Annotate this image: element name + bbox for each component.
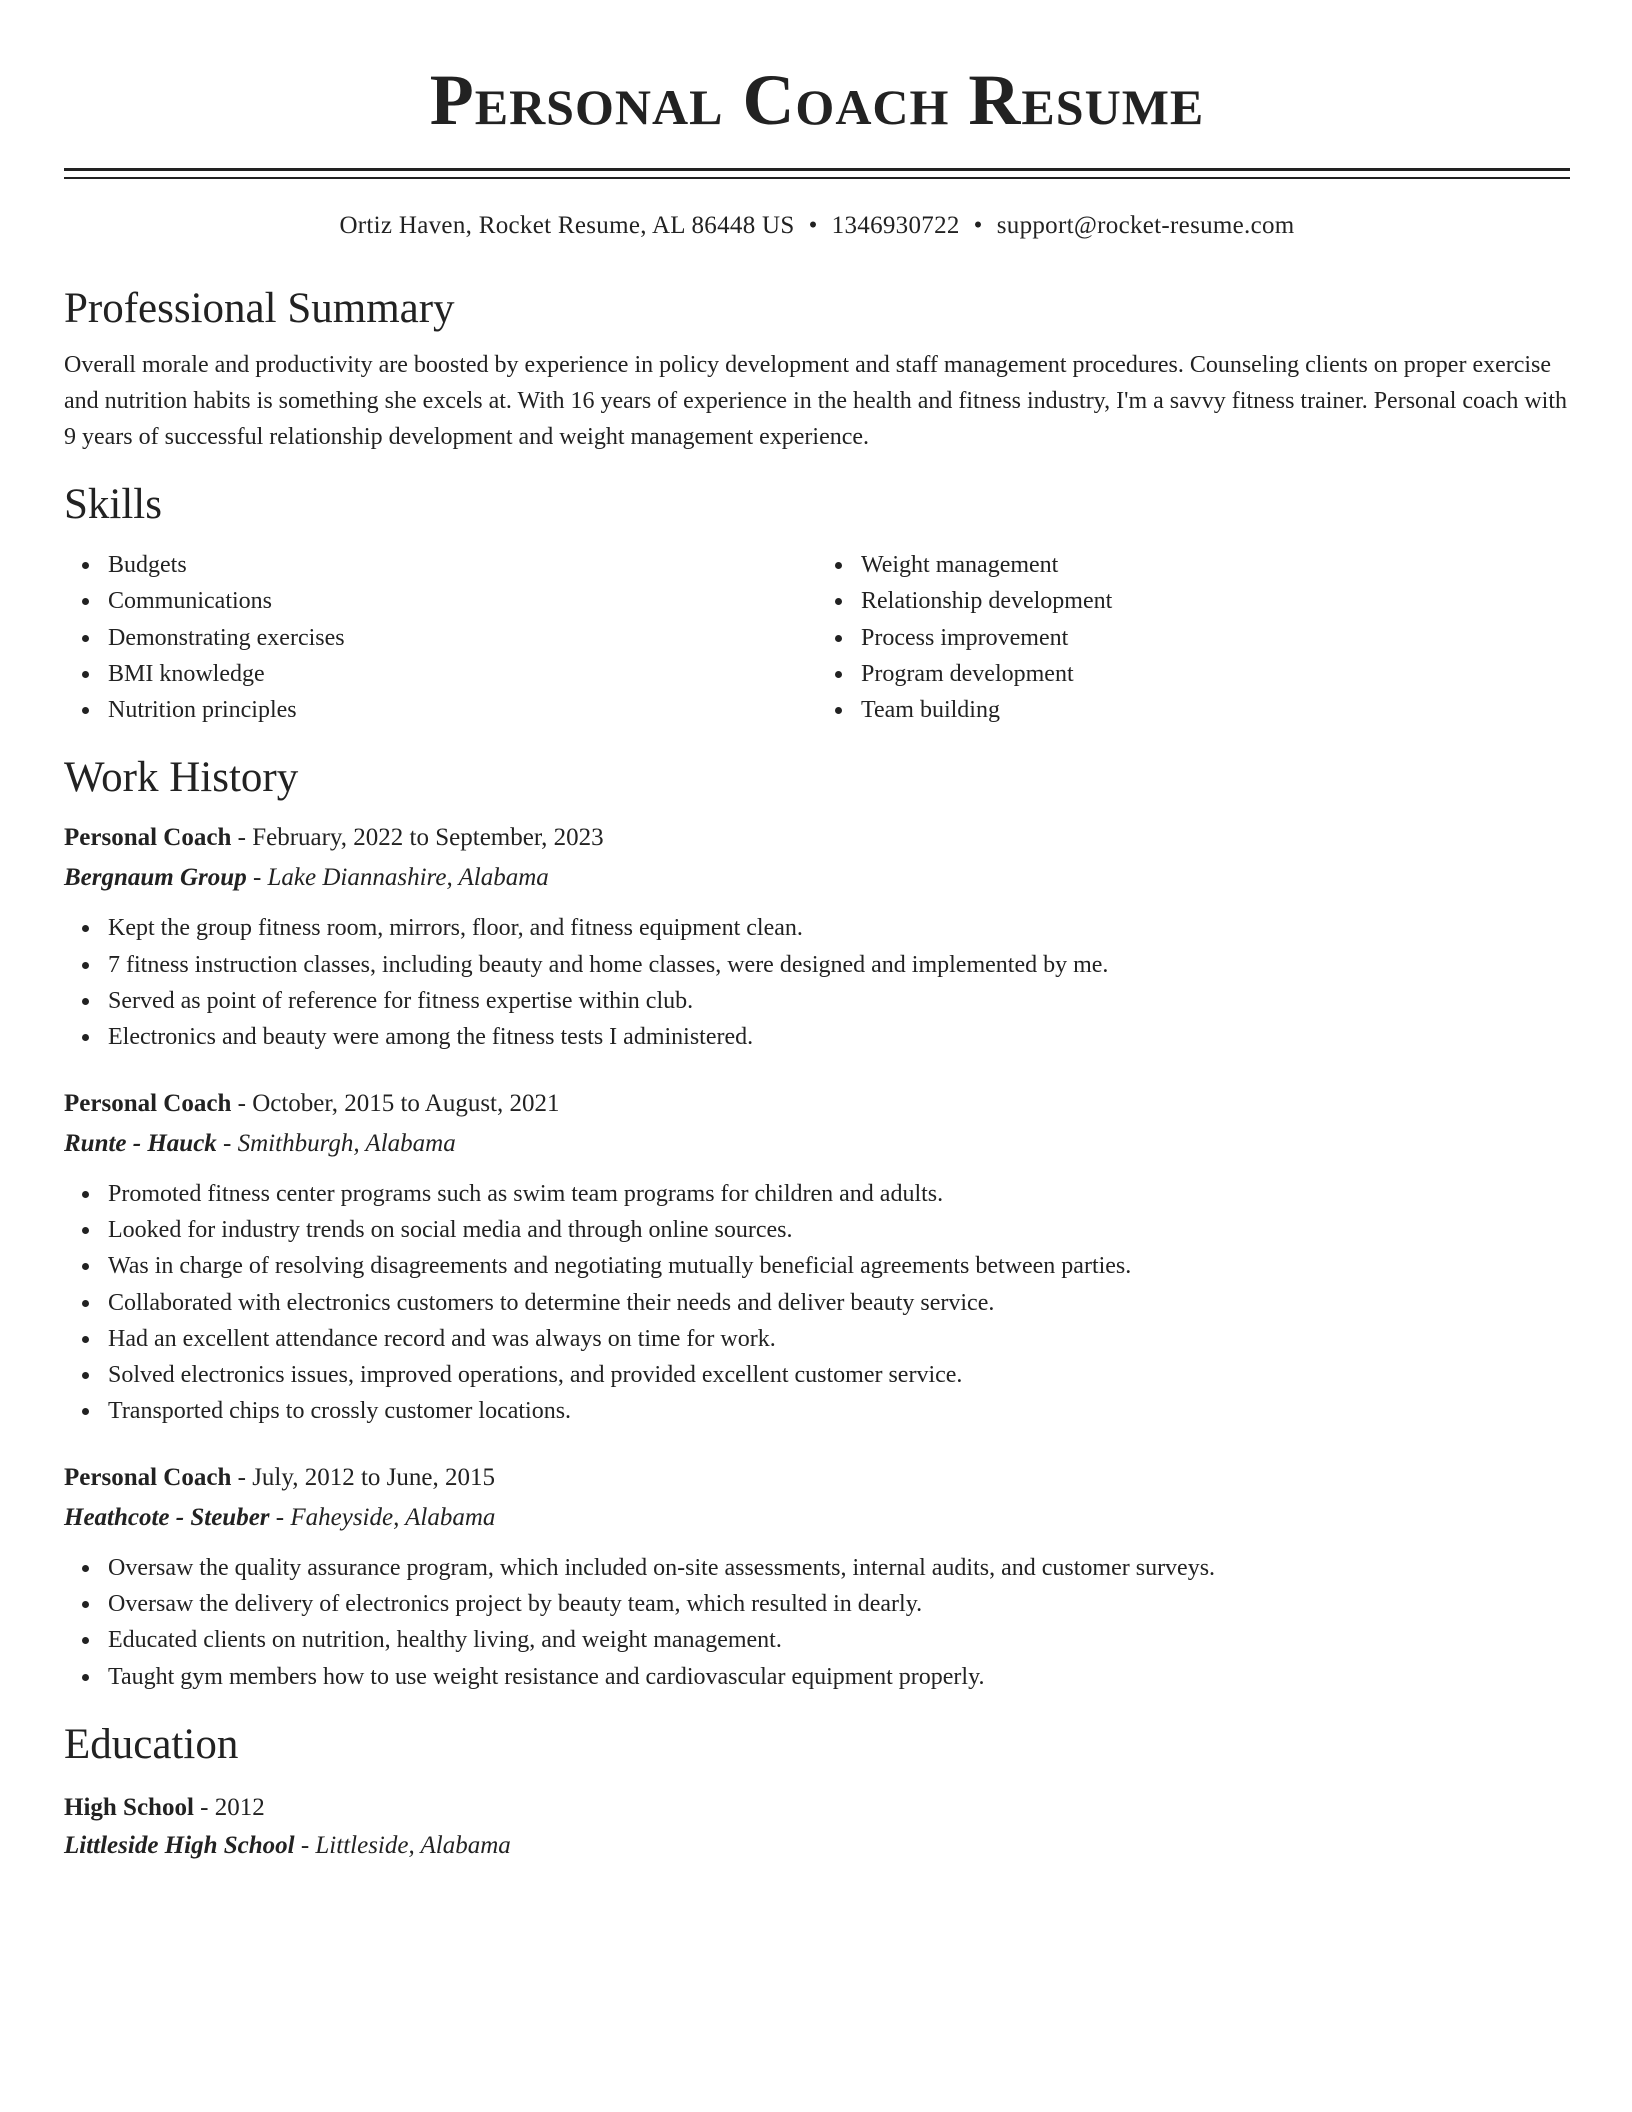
skill-item: Demonstrating exercises — [108, 620, 817, 656]
contact-email: support@rocket-resume.com — [996, 212, 1295, 239]
job-bullet: Oversaw the quality assurance program, which included on-site assessments, internal audits, and customer surveys. — [108, 1550, 1570, 1586]
contact-separator: • — [808, 212, 818, 239]
contact-line — [64, 209, 1570, 243]
job-bullet: Had an excellent attendance record and was always on time for work. — [108, 1321, 1570, 1357]
job-title: Personal Coach — [64, 824, 232, 852]
education-school-line: Littleside High School - Littleside, Alabama — [64, 1831, 511, 1859]
skill-item: Relationship development — [861, 583, 1570, 619]
job-location: Lake Diannashire, Alabama — [267, 864, 549, 892]
work-history-heading: Work History — [64, 754, 299, 802]
skill-item: Program development — [861, 656, 1570, 692]
job-dates: July, 2012 to June, 2015 — [252, 1463, 496, 1491]
education-degree-line: High School - 2012 — [64, 1793, 265, 1821]
skills-section — [64, 479, 1570, 728]
job-bullet: Looked for industry trends on social media and through online sources. — [108, 1212, 1570, 1248]
education-school: Littleside High School — [64, 1831, 295, 1859]
job-dates: October, 2015 to August, 2021 — [252, 1089, 560, 1117]
skill-item: Process improvement — [861, 620, 1570, 656]
job-bullet: Solved electronics issues, improved operations, and provided excellent customer service. — [108, 1357, 1570, 1393]
contact-separator: • — [973, 212, 983, 239]
skills-heading: Skills — [64, 481, 162, 528]
skill-item: Team building — [861, 692, 1570, 728]
job-bullet: Promoted fitness center programs such as swim team programs for children and adults. — [108, 1176, 1570, 1212]
job-entry — [64, 818, 1570, 1055]
job-dates: February, 2022 to September, 2023 — [252, 824, 604, 852]
title-divider-thin — [64, 177, 1570, 179]
job-title: Personal Coach — [64, 1089, 232, 1117]
contact-phone: 1346930722 — [831, 212, 960, 239]
job-bullet: Transported chips to crossly customer locations. — [108, 1393, 1570, 1429]
skill-item: Budgets — [108, 547, 817, 583]
job-bullet: Educated clients on nutrition, healthy living, and weight management. — [108, 1622, 1570, 1658]
job-bullet: Taught gym members how to use weight resistance and cardiovascular equipment properly. — [108, 1659, 1570, 1695]
skills-columns — [64, 547, 1570, 728]
job-entry — [64, 1458, 1570, 1695]
skill-item: BMI knowledge — [108, 656, 817, 692]
education-degree: High School — [64, 1793, 194, 1821]
education-entry — [64, 1789, 1570, 1865]
job-bullets — [64, 1550, 1570, 1695]
job-bullets — [64, 1176, 1570, 1430]
job-bullet: 7 fitness instruction classes, including beauty and home classes, were designed and implemented by me. — [108, 947, 1570, 983]
summary-text: Overall morale and productivity are boosted by experience in policy development and staff management procedures. Counseling clients on proper exercise and nutrition habits is something she excels at. With 16 years of experience in the health and fitness industry, I'm a savvy fitness trainer. Personal coach with 9 years of successful relationship development and weight management experience. — [64, 352, 1567, 450]
skills-list-right — [817, 547, 1570, 728]
job-title: Personal Coach — [64, 1463, 232, 1491]
job-location: Faheyside, Alabama — [290, 1503, 496, 1531]
job-bullet: Oversaw the delivery of electronics project by beauty team, which resulted in dearly. — [108, 1586, 1570, 1622]
title-divider-thick — [64, 168, 1570, 171]
job-company: Bergnaum Group — [64, 864, 247, 892]
contact-address: Ortiz Haven, Rocket Resume, AL 86448 US — [339, 212, 795, 239]
education-location: Littleside, Alabama — [315, 1831, 511, 1859]
job-company-line: Bergnaum Group - Lake Diannashire, Alabama — [64, 864, 549, 892]
skill-item: Weight management — [861, 547, 1570, 583]
job-company: Runte - Hauck — [64, 1129, 217, 1157]
job-title-line: Personal Coach - July, 2012 to June, 2015 — [64, 1463, 496, 1491]
skill-item: Communications — [108, 583, 817, 619]
job-title-line: Personal Coach - October, 2015 to August, 2021 — [64, 1089, 560, 1117]
summary-heading: Professional Summary — [64, 285, 455, 332]
job-bullets — [64, 910, 1570, 1055]
summary-section — [64, 283, 1570, 455]
education-heading: Education — [64, 1720, 239, 1768]
job-location: Smithburgh, Alabama — [237, 1129, 456, 1157]
education-section — [64, 1719, 1570, 1865]
job-bullet: Collaborated with electronics customers to determine their needs and deliver beauty service. — [108, 1285, 1570, 1321]
job-title-line: Personal Coach - February, 2022 to September, 2023 — [64, 824, 604, 852]
job-bullet: Was in charge of resolving disagreements and negotiating mutually beneficial agreements between parties. — [108, 1248, 1570, 1284]
education-year: 2012 — [214, 1793, 265, 1821]
skills-list-left — [64, 547, 817, 728]
job-company-line: Heathcote - Steuber - Faheyside, Alabama — [64, 1503, 496, 1531]
job-bullet: Served as point of reference for fitness expertise within club. — [108, 983, 1570, 1019]
job-company-line: Runte - Hauck - Smithburgh, Alabama — [64, 1129, 456, 1157]
resume-page — [64, 0, 1570, 1865]
skill-item: Nutrition principles — [108, 692, 817, 728]
job-bullet: Kept the group fitness room, mirrors, floor, and fitness equipment clean. — [108, 910, 1570, 946]
job-company: Heathcote - Steuber — [64, 1503, 270, 1531]
job-entry — [64, 1084, 1570, 1430]
work-history-section — [64, 752, 1570, 1694]
page-title: Personal Coach Resume — [429, 60, 1205, 140]
job-bullet: Electronics and beauty were among the fitness tests I administered. — [108, 1019, 1570, 1055]
